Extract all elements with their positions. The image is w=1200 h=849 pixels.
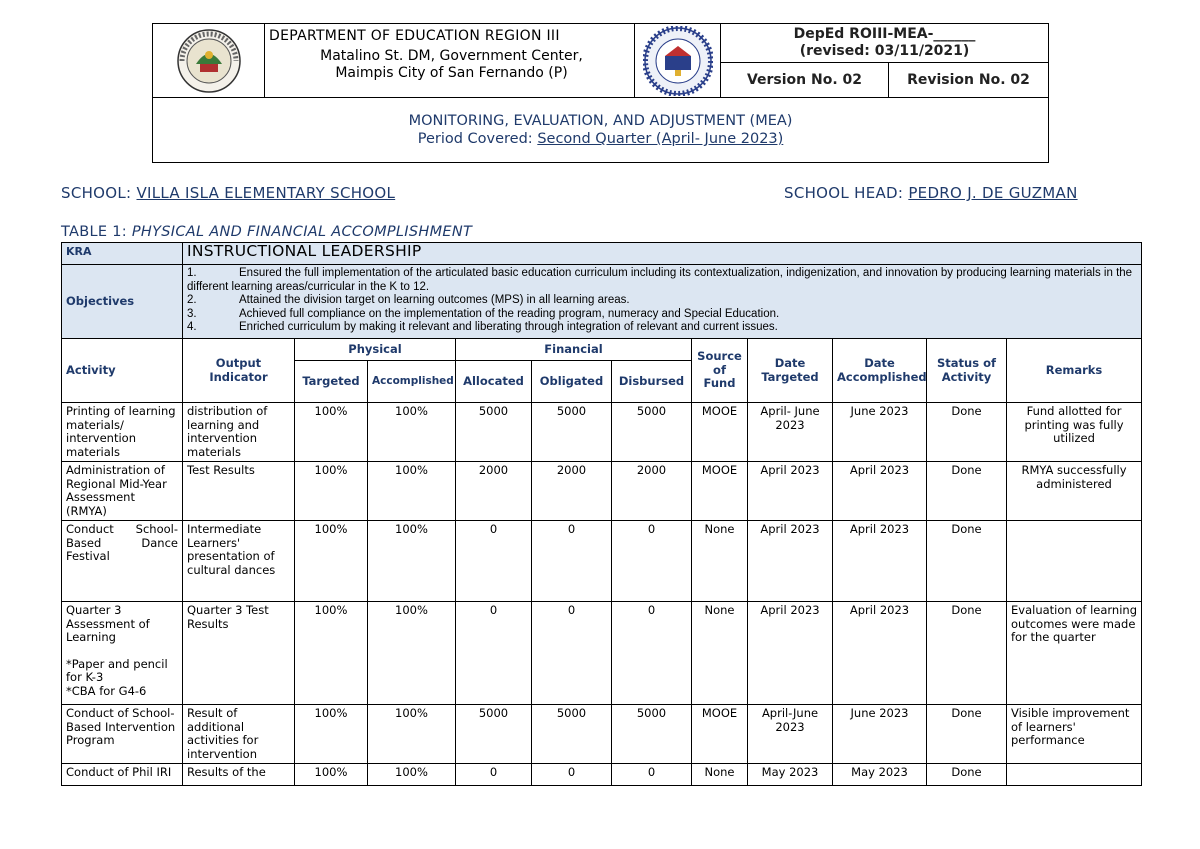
col-accomplished: Accomplished — [368, 361, 456, 403]
objectives-list — [183, 265, 1142, 339]
cell-obligated: 5000 — [532, 403, 612, 462]
address-line-1: Matalino St. DM, Government Center, — [320, 48, 583, 64]
cell-accomplished: 100% — [368, 602, 456, 705]
table-title-name: PHYSICAL AND FINANCIAL ACCOMPLISHMENT — [131, 224, 473, 240]
cell-remarks: Evaluation of learning outcomes were made for the quarter — [1007, 602, 1142, 705]
cell-obligated: 0 — [532, 764, 612, 786]
cell-accomplished: 100% — [368, 521, 456, 602]
col-disbursed: Disbursed — [612, 361, 692, 403]
table-row — [62, 403, 1142, 462]
cell-date-accomplished: June 2023 — [833, 403, 927, 462]
cell-status: Done — [927, 602, 1007, 705]
version-cell — [721, 62, 889, 97]
cell-targeted: 100% — [295, 705, 368, 764]
col-output: Output Indicator — [183, 339, 295, 403]
table-title — [61, 224, 472, 240]
cell-date-accomplished: April 2023 — [833, 521, 927, 602]
cell-date-targeted: April-June 2023 — [748, 705, 833, 764]
col-remarks: Remarks — [1007, 339, 1142, 403]
region-seal-cell — [153, 24, 265, 98]
objective-item: 2. Attained the division target on learning outcomes (MPS) in all learning areas. — [187, 294, 630, 306]
cell-source: None — [692, 764, 748, 786]
cell-date-targeted: May 2023 — [748, 764, 833, 786]
objectives-label: Objectives — [62, 265, 183, 339]
cell-targeted: 100% — [295, 602, 368, 705]
cell-status: Done — [927, 705, 1007, 764]
school-head-name: PEDRO J. DE GUZMAN — [908, 184, 1078, 202]
cell-remarks: Visible improvement of learners' performance — [1007, 705, 1142, 764]
cell-targeted: 100% — [295, 403, 368, 462]
cell-date-targeted: April 2023 — [748, 521, 833, 602]
col-targeted: Targeted — [295, 361, 368, 403]
mea-title: MONITORING, EVALUATION, AND ADJUSTMENT (MEA) — [408, 113, 793, 130]
table-row — [62, 705, 1142, 764]
accomplishment-table — [61, 242, 1142, 786]
table-row — [62, 462, 1142, 521]
cell-output: Quarter 3 Test Results — [183, 602, 295, 705]
cell-status: Done — [927, 521, 1007, 602]
cell-date-accomplished: May 2023 — [833, 764, 927, 786]
mea-title-cell — [153, 98, 1049, 163]
revision-number: Revision No. 02 — [907, 71, 1030, 88]
cell-date-targeted: April- June 2023 — [748, 403, 833, 462]
doc-code-cell — [721, 24, 1049, 63]
objective-item: 3. Achieved full compliance on the implementation of the reading program, numeracy and Special Education. — [187, 307, 780, 320]
cell-date-accomplished: June 2023 — [833, 705, 927, 764]
doc-code: DepEd ROIII-MEA-______ — [793, 25, 976, 42]
cell-obligated: 5000 — [532, 705, 612, 764]
table-row — [62, 764, 1142, 786]
cell-output: distribution of learning and intervention materials — [183, 403, 295, 462]
cell-targeted: 100% — [295, 462, 368, 521]
cell-disbursed: 2000 — [612, 462, 692, 521]
cell-status: Done — [927, 403, 1007, 462]
objective-item: 4. Enriched curriculum by making it relevant and liberating through integration of relevant and current issues. — [187, 321, 778, 333]
cell-disbursed: 0 — [612, 602, 692, 705]
school-line — [61, 184, 395, 202]
cell-targeted: 100% — [295, 764, 368, 786]
col-physical: Physical — [295, 339, 456, 361]
cell-allocated: 5000 — [456, 403, 532, 462]
cell-disbursed: 0 — [612, 764, 692, 786]
deped-seal-cell — [635, 24, 721, 98]
col-source: Source of Fund — [692, 339, 748, 403]
cell-accomplished: 100% — [368, 462, 456, 521]
department-cell — [265, 24, 635, 98]
cell-allocated: 2000 — [456, 462, 532, 521]
cell-disbursed: 5000 — [612, 705, 692, 764]
cell-remarks: Fund allotted for printing was fully utilized — [1007, 403, 1142, 462]
kra-value: INSTRUCTIONAL LEADERSHIP — [183, 243, 1142, 265]
cell-source: MOOE — [692, 462, 748, 521]
revision-cell — [889, 62, 1049, 97]
cell-date-accomplished: April 2023 — [833, 602, 927, 705]
cell-accomplished: 100% — [368, 705, 456, 764]
table-row — [62, 521, 1142, 602]
revised-date: (revised: 03/11/2021) — [799, 42, 970, 59]
cell-status: Done — [927, 462, 1007, 521]
cell-obligated: 0 — [532, 521, 612, 602]
cell-source: None — [692, 521, 748, 602]
col-date-accomplished: Date Accomplished — [833, 339, 927, 403]
version-number: Version No. 02 — [746, 71, 863, 88]
cell-source: MOOE — [692, 705, 748, 764]
objective-item: 1. Ensured the full implementation of the articulated basic education curriculum including its contextualization, indigenization, and innovation by producing learning materials in the different learning areas/curricular in the K to 12. — [187, 267, 1133, 293]
cell-disbursed: 5000 — [612, 403, 692, 462]
activity-title: Quarter 3 Assessment of Learning — [66, 603, 150, 644]
cell-output: Intermediate Learners' presentation of cultural dances — [183, 521, 295, 602]
col-activity: Activity — [62, 339, 183, 403]
school-name: VILLA ISLA ELEMENTARY SCHOOL — [136, 184, 396, 202]
cell-accomplished: 100% — [368, 764, 456, 786]
activity-note: *CBA for G4-6 — [66, 683, 147, 698]
region-seal-icon — [176, 28, 242, 94]
col-obligated: Obligated — [532, 361, 612, 403]
col-financial: Financial — [456, 339, 692, 361]
address-line-2: Maimpis City of San Fernando (P) — [335, 65, 568, 81]
cell-allocated: 5000 — [456, 705, 532, 764]
cell-date-accomplished: April 2023 — [833, 462, 927, 521]
cell-status: Done — [927, 764, 1007, 786]
cell-activity: Conduct School-Based Dance Festival — [62, 521, 183, 602]
cell-remarks — [1007, 764, 1142, 786]
activity-note: *Paper and pencil for K-3 — [66, 656, 168, 684]
cell-output: Test Results — [183, 462, 295, 521]
cell-source: None — [692, 602, 748, 705]
school-head-line — [784, 184, 1078, 202]
period-covered — [153, 130, 1048, 148]
table-row — [62, 602, 1142, 705]
cell-remarks — [1007, 521, 1142, 602]
col-status: Status of Activity — [927, 339, 1007, 403]
cell-allocated: 0 — [456, 602, 532, 705]
cell-accomplished: 100% — [368, 403, 456, 462]
department-name: DEPARTMENT OF EDUCATION REGION III — [269, 28, 560, 44]
cell-activity: Conduct of School-Based Intervention Program — [62, 705, 183, 764]
cell-disbursed: 0 — [612, 521, 692, 602]
cell-activity — [62, 602, 183, 705]
kra-label: KRA — [62, 243, 183, 265]
col-allocated: Allocated — [456, 361, 532, 403]
cell-source: MOOE — [692, 403, 748, 462]
cell-activity: Conduct of Phil IRI — [62, 764, 183, 786]
cell-activity: Administration of Regional Mid-Year Assessment (RMYA) — [62, 462, 183, 521]
cell-date-targeted: April 2023 — [748, 462, 833, 521]
cell-date-targeted: April 2023 — [748, 602, 833, 705]
cell-allocated: 0 — [456, 521, 532, 602]
school-head-label: SCHOOL HEAD: — [784, 184, 904, 202]
table-title-prefix: TABLE 1: — [61, 224, 127, 240]
cell-activity: Printing of learning materials/ intervention materials — [62, 403, 183, 462]
cell-output: Result of additional activities for intervention — [183, 705, 295, 764]
period-value: Second Quarter (April- June 2023) — [537, 131, 784, 148]
cell-output: Results of the — [183, 764, 295, 786]
cell-targeted: 100% — [295, 521, 368, 602]
deped-seal-icon — [643, 26, 713, 96]
school-label: SCHOOL: — [61, 184, 132, 202]
cell-allocated: 0 — [456, 764, 532, 786]
cell-obligated: 0 — [532, 602, 612, 705]
cell-remarks: RMYA successfully administered — [1007, 462, 1142, 521]
document-header — [152, 23, 1049, 163]
cell-obligated: 2000 — [532, 462, 612, 521]
period-label: Period Covered: — [417, 131, 533, 148]
col-date-targeted: Date Targeted — [748, 339, 833, 403]
